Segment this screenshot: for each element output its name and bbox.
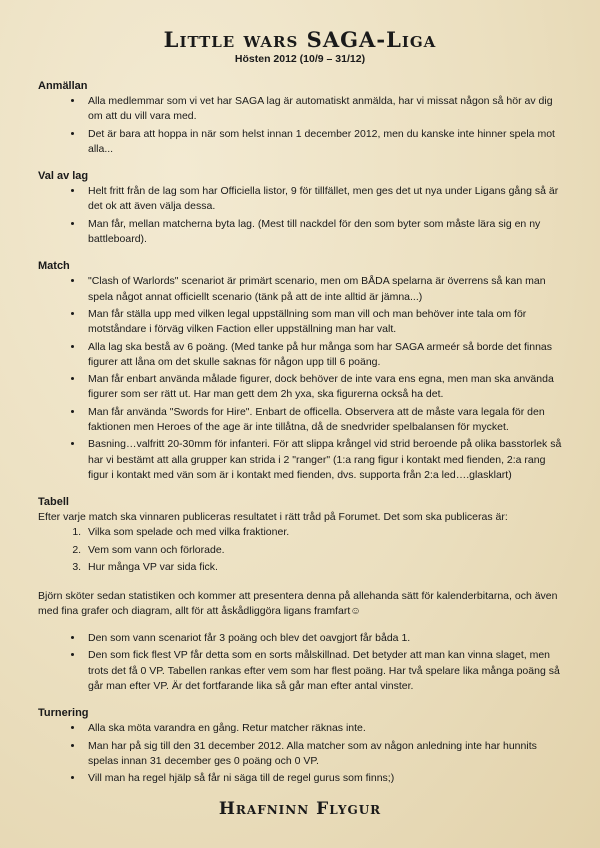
- section-turnering: [38, 706, 562, 786]
- list-item: • Man får använda "Swords for Hire". Enbart de officella. Observera att de måste vara legala för den faktionen men Heroes of the age är inte tillåtna, då de snedvrider spelbalansen för mycket.: [84, 405, 562, 436]
- page-title: Little wars SAGA-Liga: [163, 27, 437, 52]
- list-item: • Helt fritt från de lag som har Officiella listor, 9 för tillfället, men ges det ut nya under Ligans gång så är det ok att även välja dessa.: [84, 184, 562, 215]
- numbered-item: 2. Vem som vann och förlorade.: [84, 543, 562, 558]
- list-item: • Basning…valfritt 20-30mm för infanteri. För att slippa krångel vid strid beroende på olika basstorlek så har vi bestämt att alla grupper kan strida i 2 "ranger" (1:a rang figur i kontakt med fienden, 2:a rang figur i kontakt med vän som är i kontakt med fienden, dvs. supporta från 2:a led….glasklart): [84, 437, 562, 483]
- list-item: • Den som vann scenariot får 3 poäng och blev det oavgjort får båda 1.: [84, 631, 562, 646]
- list-item: • Den som fick flest VP får detta som en sorts målskillnad. Det betyder att man kan vinna slaget, men trots det få 0 VP. Tabellen rankas efter vem som har flest poäng. Har två spelare lika många poäng så går man efter VP. Är det fortfarande lika så går man efter antal vinster.: [84, 648, 562, 694]
- section-heading: Turnering: [38, 707, 89, 720]
- list-item: • Alla medlemmar som vi vet har SAGA lag är automatiskt anmälda, har vi missat någon så hör av dig om att du vill vara med.: [84, 94, 562, 125]
- numbered-item: 3. Hur många VP var sida fick.: [84, 560, 562, 575]
- section-val-av-lag: [38, 169, 562, 247]
- numbered-list: [38, 525, 562, 575]
- section-heading: Match: [38, 260, 70, 273]
- section-tabell: [38, 495, 562, 694]
- tabell-intro: Efter varje match ska vinnaren publiceras resultatet i rätt tråd på Forumet. Det som ska publiceras är:: [38, 511, 508, 524]
- signature: Hrafninn Flygur: [218, 798, 382, 819]
- list-item: • Man får, mellan matcherna byta lag. (Mest till nackdel för den som byter som måste lära sig en ny battleboard).: [84, 217, 562, 248]
- section-heading: Tabell: [38, 496, 69, 509]
- section-anmalan: [38, 79, 562, 157]
- list-item: • Vill man ha regel hjälp så får ni säga till de regel gurus som finns;): [84, 771, 562, 786]
- section-heading: Anmällan: [38, 80, 88, 92]
- list-item: • Man får ställa upp med vilken legal uppställning som man vill och man behöver inte tala om för motståndare i förväg vilken Faction eller uppställning man har valt.: [84, 307, 562, 338]
- list-item: • Det är bara att hoppa in när som helst innan 1 december 2012, men du kanske inte hinner spela mot alla...: [84, 127, 562, 158]
- list-item: • Man har på sig till den 31 december 2012. Alla matcher som av någon anledning inte har hunnits spelas innan 31 december ges 0 poäng och 0 VP.: [84, 739, 562, 770]
- season-subtitle: Hösten 2012 (10/9 – 31/12): [234, 53, 366, 65]
- bullet-list: [38, 721, 562, 786]
- stats-paragraph: Björn sköter sedan statistiken och kommer att presentera denna på allehanda sätt för kalenderbitarna, och även med fina grafer och diagram, allt för att åskådliggöra ligans framfart☺: [38, 590, 558, 618]
- bullet-list: [38, 631, 562, 694]
- list-item: • Alla lag ska bestå av 6 poäng. (Med tanke på hur många som har SAGA armeér så borde det finnas figurer att låna om det skulle saknas för någon upp till 6 poäng.: [84, 340, 562, 371]
- list-item: • Man får enbart använda målade figurer, dock behöver de inte vara ens egna, men man ska använda figurer som ser rätt ut. Har man gett dem 2h yxa, ska figurerna också ha det.: [84, 372, 562, 403]
- bullet-list: [38, 184, 562, 247]
- bullet-list: [38, 274, 562, 483]
- numbered-item: 1. Vilka som spelade och med vilka fraktioner.: [84, 525, 562, 540]
- section-heading: Val av lag: [38, 170, 89, 183]
- section-match: [38, 259, 562, 483]
- bullet-list: [38, 94, 562, 157]
- list-item: • "Clash of Warlords" scenariot är primärt scenario, men om BÅDA spelarna är överrens så kan man spela något annat officiellt scenario (tänk på att de inte alltid är jämna...): [84, 274, 562, 305]
- list-item: • Alla ska möta varandra en gång. Retur matcher räknas inte.: [84, 721, 562, 736]
